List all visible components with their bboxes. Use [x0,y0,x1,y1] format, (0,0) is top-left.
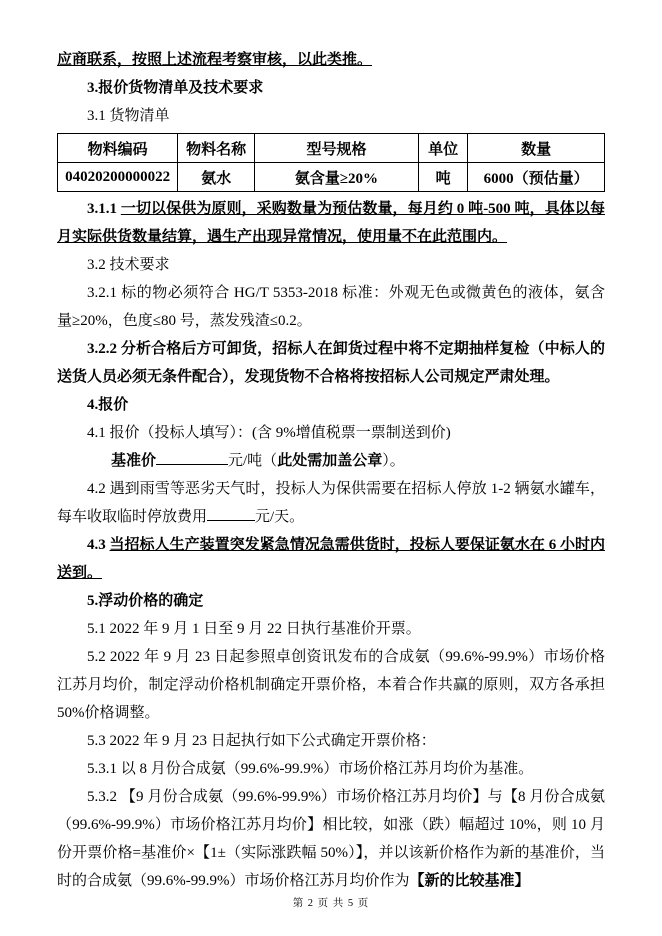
paragraph-5-3-1: 5.3.1 以 8 月份合成氨（99.6%-99.9%）市场价格江苏月均价为基准。 [87,761,534,777]
paragraph-5-3-2-main: 5.3.2 【9 月份合成氨（99.6%-99.9%）市场价格江苏月均价】与【8 月份合成氨（99.6%-99.9%）市场价格江苏月均价】相比较，如涨（跌）幅超过 10%，则 10 月份开票价格=基准价×【1±（实际涨跌幅 50%）】，并以该新价格作为新的基准价，当时的合成氨（99.6%-99.9%）市场价格江苏月均价作为 [57,789,605,889]
table-header-cell: 数量 [468,134,605,163]
section-4-heading: 4.报价 [87,397,129,413]
table-header-row [58,134,605,163]
base-price-end: ）。 [382,453,405,469]
section-3-1-heading: 3.1 货物清单 [87,108,170,124]
page-footer: 第 2 页 共 5 页 [292,898,370,909]
paragraph-3-2-2: 3.2.2 分析合格后方可卸货，招标人在卸货过程中将不定期抽样复检（中标人的送货人员必须无条件配合），发现货物不合格将按招标人公司规定严肃处理。 [57,341,605,385]
base-price-note: 此处需加盖公章 [277,453,383,469]
table-cell: 氨含量≥20% [254,163,418,192]
base-price-unit: 元/吨（ [228,453,278,469]
base-price-blank [156,450,228,465]
paragraph-5-3-2-bold: 【新的比较基准】 [409,873,530,889]
paragraph-carryover [57,46,605,74]
section-5-heading: 5.浮动价格的确定 [87,593,204,609]
paragraph-4-2-pre: 4.2 遇到雨雪等恶劣天气时，投标人为保供需要在招标人停放 1-2 辆氨水罐车，每车收取临时停放费用 [57,481,605,525]
paragraph-4-2-post: 元/天。 [255,509,305,525]
paragraph-3-1-1-text: 一切以保供为原则，采购数量为预估数量，每月约 0 吨-500 吨，具体以每月实际供货数量结算，遇生产出现异常情况，使用量不在此范围内。 [57,201,605,245]
table-cell: 氨水 [178,163,255,192]
paragraph-4-1: 4.1 报价（投标人填写）：(含 9%增值税票一票制送到价) [87,425,451,441]
section-3-2-heading: 3.2 技术要求 [87,257,170,273]
paragraph-3-1-1 [57,195,605,251]
goods-table [57,133,605,192]
carryover-text: 应商联系，按照上述流程考察审核，以此类推。 [57,52,373,68]
base-price-line [57,447,605,475]
paragraph-number: 4.3 [87,537,110,553]
table-cell: 吨 [419,163,468,192]
table-cell: 04020200000022 [58,163,178,192]
paragraph-4-2 [57,475,605,531]
parking-fee-blank [207,506,255,521]
table-row [58,163,605,192]
table-header-cell: 物料编码 [58,134,178,163]
table-header-cell: 型号规格 [254,134,418,163]
paragraph-5-1: 5.1 2022 年 9 月 1 日至 9 月 22 日执行基准价开票。 [87,621,421,637]
table-header-cell: 物料名称 [178,134,255,163]
base-price-label: 基准价 [111,453,157,469]
paragraph-4-3 [57,531,605,587]
paragraph-5-2: 5.2 2022 年 9 月 23 日起参照卓创资讯发布的合成氨（99.6%-99.9%）市场价格江苏月均价，制定浮动价格机制确定开票价格，本着合作共赢的原则，双方各承担 50%价格调整。 [57,649,605,721]
section-3-heading: 3.报价货物清单及技术要求 [87,80,264,96]
table-header-cell: 单位 [419,134,468,163]
paragraph-5-3-2 [57,783,605,895]
paragraph-number: 3.1.1 [87,201,121,217]
paragraph-3-2-1: 3.2.1 标的物必须符合 HG/T 5353-2018 标准：外观无色或微黄色的液体，氨含量≥20%，色度≤80 号，蒸发残渣≤0.2。 [57,285,605,329]
table-cell: 6000（预估量） [468,163,605,192]
paragraph-4-3-text: 当招标人生产装置突发紧急情况急需供货时，投标人要保证氨水在 6 小时内送到。 [57,537,605,581]
paragraph-5-3: 5.3 2022 年 9 月 23 日起执行如下公式确定开票价格： [87,733,436,749]
